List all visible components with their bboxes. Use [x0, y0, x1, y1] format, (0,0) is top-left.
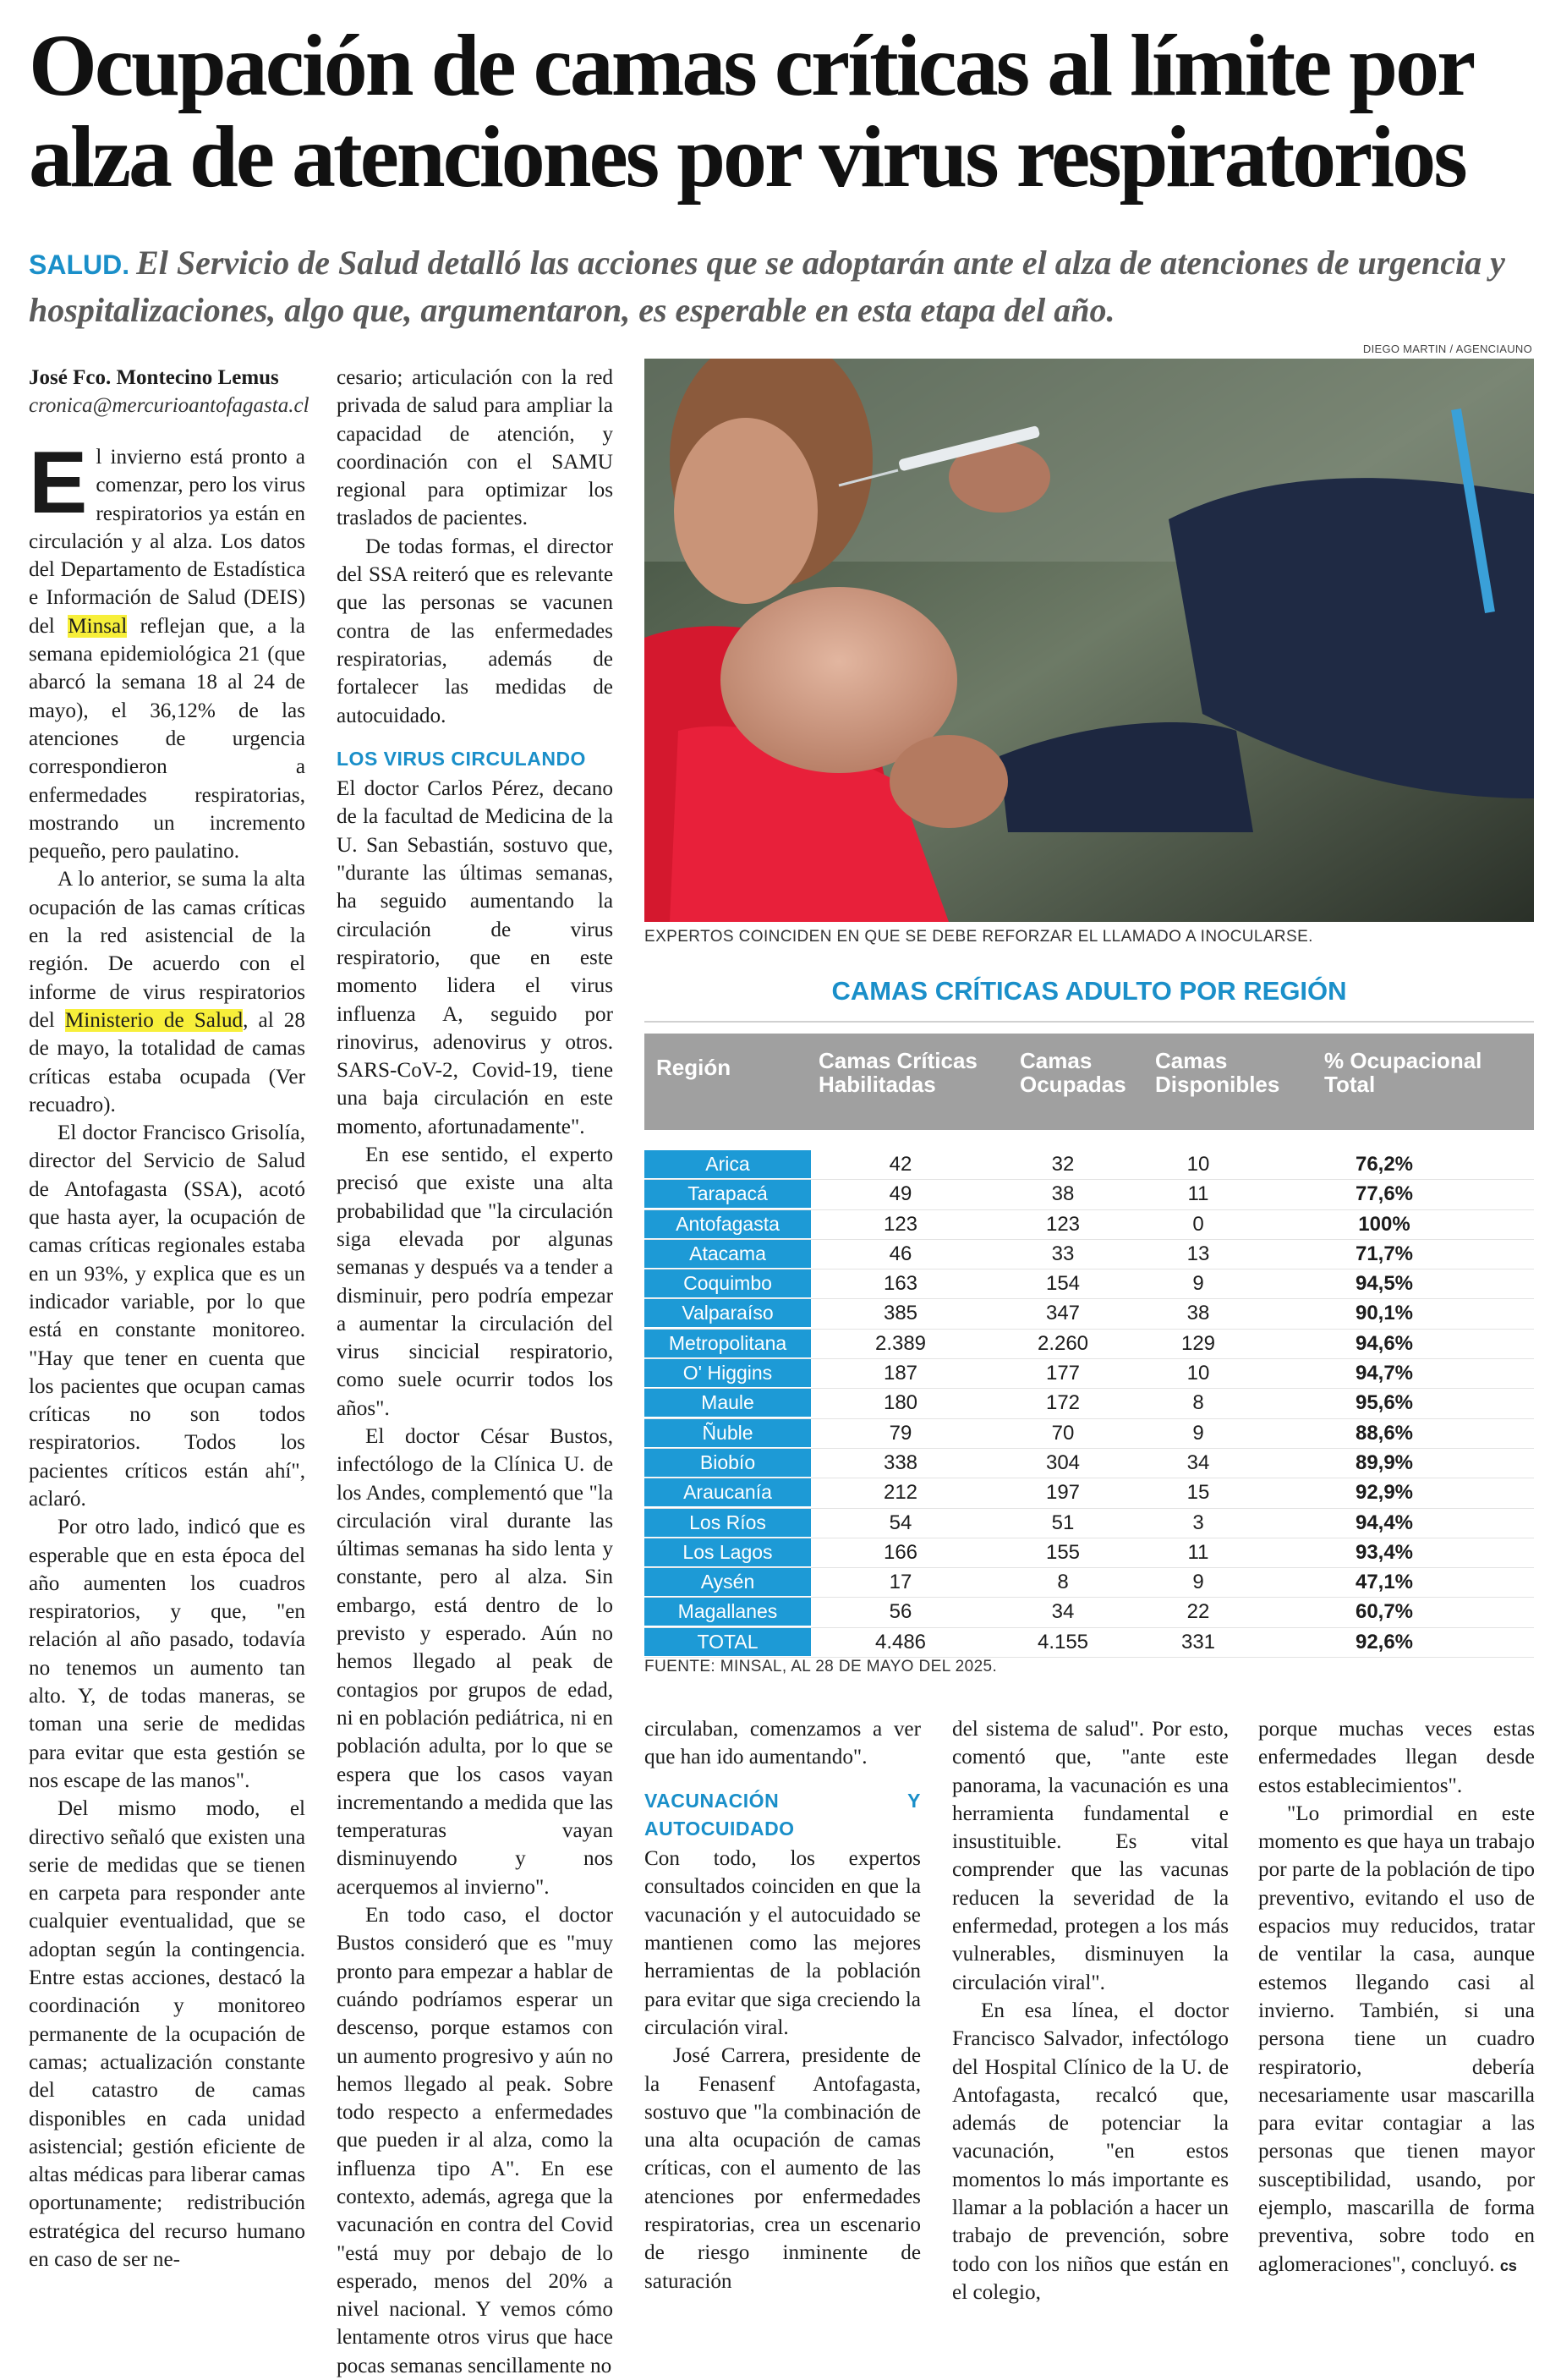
table-row — [644, 1240, 1534, 1270]
ocupacional-cell: 76,2% — [1355, 1153, 1414, 1176]
ocupadas-cell: 32 — [1051, 1153, 1075, 1176]
habilitadas-cell: 187 — [883, 1362, 918, 1385]
ocupacional-cell: 94,4% — [1355, 1511, 1414, 1534]
ocupadas-cell: 177 — [1045, 1362, 1081, 1385]
table-header — [644, 1034, 1534, 1130]
ocupadas-cell: 304 — [1045, 1450, 1081, 1474]
table-row — [644, 1180, 1534, 1209]
disponibles-cell: 10 — [1186, 1153, 1210, 1176]
region-cell: Aysén — [644, 1568, 811, 1596]
disponibles-cell: 3 — [1192, 1511, 1204, 1534]
region-cell: Coquimbo — [644, 1270, 811, 1297]
paragraph: "Lo primordial en este momento es que haya un trabajo por parte de la población de tipo preventivo, evitando el uso de espacios muy reducidos, tratar de ventilar la casa, aunque estemos llegando casi al invierno. También, si una persona tiene un cuadro respiratorio, debería necesariamente usar mascarilla para evitar contagiar a las personas que tienen mayor susceptibilidad, usando, por ejemplo, mascarilla de forma preventiva, sobre todo en aglomeraciones", concluyó. cs — [1258, 1801, 1535, 2276]
drop-cap: E — [29, 434, 88, 532]
ocupadas-cell: 154 — [1045, 1272, 1081, 1296]
header-region: Región — [656, 1055, 731, 1080]
photo-credit: DIEGO MARTIN / AGENCIAUNO — [1362, 343, 1532, 355]
disponibles-cell: 11 — [1187, 1540, 1209, 1564]
ocupacional-cell: 100% — [1358, 1212, 1410, 1236]
habilitadas-cell: 180 — [883, 1391, 918, 1415]
ocupacional-cell: 94,6% — [1355, 1331, 1414, 1355]
subheading: VACUNACIÓN Y AUTOCUIDADO — [644, 1789, 921, 1840]
ocupadas-cell: 197 — [1045, 1481, 1081, 1505]
habilitadas-cell: 4.486 — [874, 1630, 927, 1653]
table-row — [644, 1568, 1534, 1598]
disponibles-cell: 9 — [1192, 1571, 1204, 1594]
disponibles-cell: 9 — [1192, 1272, 1204, 1296]
ocupacional-cell: 60,7% — [1355, 1600, 1414, 1624]
ocupacional-cell: 93,4% — [1355, 1540, 1414, 1564]
region-cell: Biobío — [644, 1449, 811, 1477]
habilitadas-cell: 123 — [883, 1212, 918, 1236]
disponibles-cell: 8 — [1192, 1391, 1204, 1415]
disponibles-cell: 9 — [1192, 1421, 1204, 1445]
region-cell: Antofagasta — [644, 1210, 811, 1238]
author-email[interactable]: cronica@mercurioantofagasta.cl — [29, 394, 309, 417]
byline — [29, 364, 316, 420]
article-column-5 — [1258, 1715, 1535, 2280]
ocupacional-cell: 92,6% — [1355, 1630, 1414, 1653]
table-row — [644, 1419, 1534, 1449]
table-row — [644, 1538, 1534, 1568]
ocupadas-cell: 347 — [1045, 1302, 1081, 1325]
disponibles-cell: 10 — [1186, 1362, 1210, 1385]
paragraph: El invierno está pronto a comenzar, pero los virus respiratorios ya están en circulación y al alza. Los datos del Departamento de Estadística e Información de Salud (DEIS) del Minsal reflejan que, a la semana epidemiológica 21 (que abarcó la semana 18 al 24 de mayo), el 36,12% de las atenciones de urgencia correspondieron a enfermedades respiratorias, mostrando un incremento pequeño, pero paulatino. — [29, 434, 305, 864]
paragraph: Por otro lado, indicó que es esperable que en esta época del año aumenten los cuadros respiratorios, y que, "en relación al año pasado, todavía no tenemos un aumento tan alto. Y, de todas maneras, se toman una serie de medidas para evitar que esta gestión se nos escape de las manos". — [29, 1516, 305, 1792]
author-name: José Fco. Montecino Lemus — [29, 366, 279, 389]
disponibles-cell: 22 — [1186, 1600, 1210, 1624]
disponibles-cell: 129 — [1180, 1331, 1216, 1355]
paragraph: El doctor Carlos Pérez, decano de la facultad de Medicina de la U. San Sebastián, sostuvo que, "durante las últimas semanas, ha seguido aumentando la circulación de virus respiratorio, que en este momento lidera el virus influenza A, seguido por rinovirus, adenovirus y otros. SARS-CoV-2, Covid-19, tiene una baja circulación en este momento, afortunadamente". — [337, 777, 613, 1138]
article-column-4 — [952, 1715, 1229, 2306]
ocupacional-cell: 94,7% — [1355, 1362, 1414, 1385]
highlighted-text: Minsal — [68, 614, 128, 638]
habilitadas-cell: 166 — [883, 1540, 918, 1564]
ocupacional-cell: 90,1% — [1355, 1302, 1414, 1325]
table-row — [644, 1389, 1534, 1418]
habilitadas-cell: 212 — [883, 1481, 918, 1505]
habilitadas-cell: 54 — [889, 1511, 912, 1534]
ocupadas-cell: 2.260 — [1037, 1331, 1089, 1355]
table-row — [644, 1598, 1534, 1627]
table-title-rule — [644, 1021, 1534, 1023]
paragraph: En ese sentido, el experto precisó que existe una alta probabilidad que "la circulación siga elevada por algunas semanas y después va a tender a disminuir, pero podría empezar a aumentar la circulación del virus sincicial respiratorio, como suele ocurrir todos los años". — [337, 1143, 613, 1420]
habilitadas-cell: 46 — [889, 1242, 912, 1265]
ocupadas-cell: 172 — [1045, 1391, 1081, 1415]
region-cell: Los Ríos — [644, 1509, 811, 1537]
ocupacional-cell: 95,6% — [1355, 1391, 1414, 1415]
table-row — [644, 1628, 1534, 1658]
paragraph: circulaban, comenzamos a ver que han ido aumentando". — [644, 1718, 921, 1769]
photo-caption: EXPERTOS COINCIDEN EN QUE SE DEBE REFORZAR EL LLAMADO A INOCULARSE. — [644, 928, 1313, 946]
ocupadas-cell: 34 — [1051, 1600, 1075, 1624]
ocupacional-cell: 71,7% — [1355, 1242, 1414, 1265]
habilitadas-cell: 163 — [883, 1272, 918, 1296]
paragraph: En esa línea, el doctor Francisco Salvador, infectólogo del Hospital Clínico de la U. de Antofagasta, recalcó que, además de potenciar la vacunación, "en estos momentos lo más importante es llamar a la población a hacer un trabajo de prevención, sobre todo con los niños que están en el colegio, — [952, 1999, 1229, 2304]
paragraph: Del mismo modo, el directivo señaló que existen una serie de medidas que se tienen en carpeta para responder ante cualquier eventualidad, que se adoptan según la contingencia. Entre estas acciones, destacó la coordinación y monitoreo permanente de la ocupación de camas; actualización constante del catastro de camas disponibles en cada unidad asistencial; gestión eficiente de altas médicas para liberar camas oportunamente; redistribución estratégica del recurso humano en caso de ser ne- — [29, 1797, 305, 2271]
disponibles-cell: 11 — [1187, 1182, 1209, 1206]
ocupadas-cell: 155 — [1045, 1540, 1081, 1564]
region-cell: Metropolitana — [644, 1330, 811, 1357]
habilitadas-cell: 42 — [889, 1153, 912, 1176]
ocupadas-cell: 33 — [1051, 1242, 1075, 1265]
ocupacional-cell: 92,9% — [1355, 1481, 1414, 1505]
habilitadas-cell: 2.389 — [874, 1331, 927, 1355]
habilitadas-cell: 338 — [883, 1450, 918, 1474]
ocupadas-cell: 4.155 — [1037, 1630, 1089, 1653]
habilitadas-cell: 56 — [889, 1600, 912, 1624]
disponibles-cell: 34 — [1186, 1450, 1210, 1474]
paragraph: Con todo, los expertos consultados coinciden en que la vacunación y el autocuidado se mantienen como las mejores herramientas de la población para evitar que siga creciendo la circulación viral. — [644, 1847, 921, 2039]
ocupacional-cell: 47,1% — [1355, 1571, 1414, 1594]
paragraph: porque muchas veces estas enfermedades llegan desde estos establecimientos". — [1258, 1718, 1535, 1797]
paragraph: José Carrera, presidente de la Fenasenf Antofagasta, sostuvo que "la combinación de una alta ocupación de camas críticas, con el aumento de las atenciones por enfermedades respiratorias, crea un escenario de riesgo inminente de saturación — [644, 2044, 921, 2293]
ocupacional-cell: 94,5% — [1355, 1272, 1414, 1296]
disponibles-cell: 38 — [1186, 1302, 1210, 1325]
highlighted-text: Ministerio de Salud — [64, 1008, 244, 1032]
dek-text: El Servicio de Salud detalló las acciones que se adoptarán ante el alza de atenciones de urgencia y hospitalizaciones, algo que, argumentaron, es esperable en esta etapa del año. — [29, 244, 1505, 329]
article-column-2 — [337, 364, 613, 2380]
paragraph: En todo caso, el doctor Bustos consideró que es "muy pronto para empezar a hablar de cuándo podríamos esperar un descenso, porque estamos con un aumento progresivo y aún no hemos llegado al peak. Sobre todo respecto a enfermedades que pueden ir al alza, como la influenza tipo A". En ese contexto, además, agrega que la vacunación en contra del Covid "está muy por debajo de lo esperado, menos del 20% a nivel nacional. Y vemos cómo lentamente otros virus que hace pocas semanas sencillamente no — [337, 1904, 613, 2377]
disponibles-cell: 13 — [1186, 1242, 1210, 1265]
table-body — [644, 1150, 1534, 1658]
header-habilitadas: Camas Críticas Habilitadas — [819, 1048, 978, 1097]
ocupacional-cell: 88,6% — [1355, 1421, 1414, 1445]
ocupadas-cell: 123 — [1045, 1212, 1081, 1236]
paragraph: cesario; articulación con la red privada de salud para ampliar la capacidad de atención, y coordinación con el SAMU regional para optimizar los traslados de pacientes. — [337, 366, 613, 530]
table-row — [644, 1210, 1534, 1240]
table-row — [644, 1299, 1534, 1329]
disponibles-cell: 0 — [1192, 1212, 1204, 1236]
table-row — [644, 1150, 1534, 1180]
ocupacional-cell: 77,6% — [1355, 1182, 1414, 1206]
region-cell: Magallanes — [644, 1598, 811, 1626]
article-column-1 — [29, 434, 305, 2273]
disponibles-cell: 15 — [1186, 1481, 1210, 1505]
ocupadas-cell: 51 — [1051, 1511, 1075, 1534]
headline: Ocupación de camas críticas al límite por alza de atenciones por virus respiratorios — [29, 17, 1472, 206]
section-kicker: SALUD. — [29, 250, 130, 280]
article-column-3 — [644, 1715, 921, 2295]
header-disponibles: Camas Disponibles — [1155, 1048, 1280, 1097]
region-cell: Maule — [644, 1389, 811, 1417]
region-cell: Valparaíso — [644, 1299, 811, 1327]
region-cell: Araucanía — [644, 1478, 811, 1506]
dek — [29, 240, 1517, 333]
table-row — [644, 1359, 1534, 1389]
ocupadas-cell: 8 — [1057, 1571, 1069, 1594]
table-source: FUENTE: MINSAL, AL 28 DE MAYO DEL 2025. — [644, 1658, 998, 1675]
region-cell: Atacama — [644, 1240, 811, 1268]
region-cell: Los Lagos — [644, 1538, 811, 1566]
region-cell: Arica — [644, 1150, 811, 1178]
paragraph: El doctor Francisco Grisolía, director del Servicio de Salud de Antofagasta (SSA), acotó que hasta ayer, la ocupación de camas críticas regionales estaba en un 93%, y explica que es un indicador variable, por lo que está en constante monitoreo. "Hay que tener en cuenta que los pacientes que ocupan camas críticas no son todos respiratorios. Todos los pacientes críticos están ahí", aclaró. — [29, 1121, 305, 1511]
table-title: CAMAS CRÍTICAS ADULTO POR REGIÓN — [831, 976, 1347, 1006]
table-row — [644, 1478, 1534, 1508]
ocupadas-cell: 38 — [1051, 1182, 1075, 1206]
habilitadas-cell: 79 — [889, 1421, 912, 1445]
header-ocupacional: % Ocupacional Total — [1324, 1048, 1482, 1097]
header-ocupadas: Camas Ocupadas — [1020, 1048, 1126, 1097]
region-cell: Ñuble — [644, 1419, 811, 1447]
paragraph: De todas formas, el director del SSA reiteró que es relevante que las personas se vacunen contra de las enfermedades respiratorias, además de fortalecer las medidas de autocuidado. — [337, 535, 613, 727]
ocupadas-cell: 70 — [1051, 1421, 1075, 1445]
table-row — [644, 1330, 1534, 1359]
region-cell: Tarapacá — [644, 1180, 811, 1208]
table-row — [644, 1449, 1534, 1478]
habilitadas-cell: 385 — [883, 1302, 918, 1325]
paragraph: del sistema de salud". Por esto, comentó que, "ante este panorama, la vacunación es una herramienta fundamental e insustituible. Es vital comprender que las vacunas reducen la severidad de la enfermedad, protegen a los más vulnerables, disminuyen la circulación viral". — [952, 1718, 1229, 1994]
habilitadas-cell: 49 — [889, 1182, 912, 1206]
paragraph: A lo anterior, se suma la alta ocupación de las camas críticas en la red asistencial de la región. De acuerdo con el informe de virus respiratorios del Ministerio de Salud, al 28 de mayo, la totalidad de camas críticas estaba ocupada (Ver recuadro). — [29, 868, 305, 1116]
region-cell: TOTAL — [644, 1628, 811, 1656]
ocupacional-cell: 89,9% — [1355, 1450, 1414, 1474]
vaccination-photo-image — [644, 359, 1534, 922]
table-row — [644, 1270, 1534, 1299]
subheading: LOS VIRUS CIRCULANDO — [337, 747, 586, 770]
habilitadas-cell: 17 — [889, 1571, 912, 1594]
disponibles-cell: 331 — [1180, 1630, 1216, 1653]
paragraph: El doctor César Bustos, infectólogo de la Clínica U. de los Andes, complementó que "la circulación viral durante las últimas semanas ha sido lenta y constante, pero al alza. Sin embargo, está dentro de lo previsto y esperado. Aún no hemos llegado al peak de contagios por grupos de edad, ni en población pediátrica, ni en población adulta, por lo que se espera que los casos vayan incrementando a medida que las temperaturas vayan disminuyendo y nos acerquemos al invierno". — [337, 1424, 613, 1899]
vaccination-photo — [644, 359, 1534, 922]
end-mark: cs — [1499, 2257, 1517, 2274]
table-row — [644, 1509, 1534, 1538]
region-cell: O' Higgins — [644, 1359, 811, 1387]
